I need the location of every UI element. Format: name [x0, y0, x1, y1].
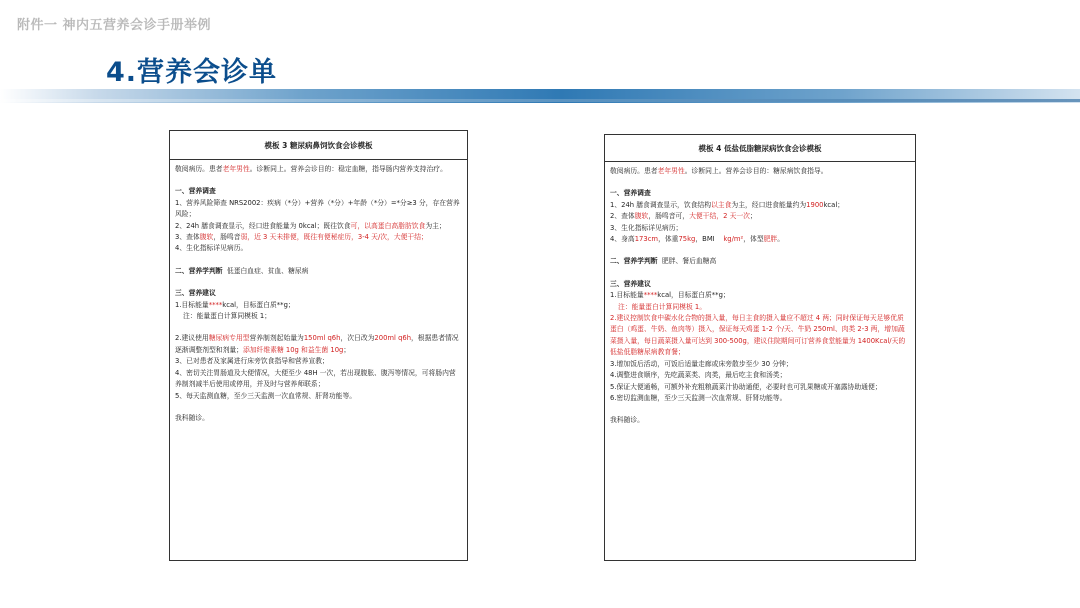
- t4-s1-4red3: kg/m²: [723, 235, 744, 244]
- header-band-line: [0, 99, 1080, 102]
- t3-s1-3red2: 弱，近 3 天未排便，既往有便秘症历，3-4 天/次，大便干结；: [240, 233, 428, 242]
- t3-s3-2e: ；: [343, 345, 351, 354]
- t4-s1-2c: ；: [749, 212, 757, 221]
- t4-s1-3: 3、生化指标详见病历；: [610, 223, 683, 232]
- t4-s1-4red4: 肥胖: [763, 235, 778, 244]
- template4-card: [604, 134, 916, 561]
- t4-s1-4b: ，体重: [658, 235, 679, 244]
- t3-s3-2b: 营养制剂起始量为: [249, 334, 304, 343]
- t4-s1-4c: ，BMI: [695, 235, 715, 244]
- t3-s1-1: 1、营养风险筛查 NRS2002：疾病（*分）+营养（*分）+年龄（*分）=*分≥3 分，存在营养风险；: [175, 198, 460, 219]
- t3-intro-a: 敬阅病历。患者: [175, 165, 223, 173]
- t3-intro-red: 老年男性: [222, 165, 250, 173]
- t4-s1-2a: 2、查体: [610, 212, 635, 221]
- t4-s3-title: 三、营养建议: [610, 279, 651, 288]
- t3-s3-5: 5、每天监测血糖，至少三天监测一次血常规、肝肾功能等。: [175, 391, 357, 400]
- t4-s1-4e: 。: [777, 235, 785, 244]
- t3-s1-2red: 可，以高蛋白高脂肪饮食: [350, 221, 426, 230]
- t4-s1-4d: ，体型: [743, 235, 764, 244]
- t3-intro-b: 。诊断同上。营养会诊目的：稳定血糖，指导肠内营养支持治疗。: [249, 165, 447, 173]
- t3-s1-2b: 为主；: [425, 221, 446, 230]
- t4-s3-1c: 注：能量蛋白计算同模板 1。: [618, 302, 707, 311]
- t3-s2-text: 低蛋白血症、贫血、糖尿病: [226, 266, 309, 275]
- t4-s1-1: [610, 200, 910, 211]
- t3-s3-2d: ，根据患者情况逐渐调整剂型和剂量；: [175, 334, 459, 354]
- t3-s3-2red1: 糖尿病专用型: [208, 334, 250, 343]
- slide-caption: 附件一 神内五营养会诊手册举例: [17, 18, 212, 33]
- t4-s1-1c: kcal；: [823, 200, 845, 209]
- t4-s1-2: [610, 211, 910, 222]
- t4-s3-3: 3.增加饭后活动，可饭后适量走廊或床旁散步至少 30 分钟；: [610, 359, 793, 368]
- t3-s3-3: 3、已对患者及家属进行床旁饮食指导和营养宣教；: [175, 357, 329, 366]
- t4-s3-2: 2.建议控制饮食中碳水化合物的摄入量，每日主食的摄入量应不超过 4 两；同时保证每天足够优质蛋白（鸡蛋、牛奶、鱼肉等）摄入，保证每天鸡蛋 1-2 个/天、牛奶 250ml、肉类 2-3 两，增加蔬菜摄入量，每日蔬菜摄入量可达到 300-500g，建议住院期间可订营养食堂能量为 1400Kcal/天的低盐低脂糖尿病教育餐；: [610, 314, 906, 357]
- t3-s3-1red: ****: [208, 300, 223, 309]
- t3-s1-2a: 2、24h 膳食调查显示，经口进食能量为 0kcal；既往饮食: [175, 221, 351, 230]
- t3-s3-2a: 2.建议使用: [175, 334, 209, 343]
- t4-s3-6: 6.密切监测血糖，至少三天监测一次血常规、肝肾功能等。: [610, 393, 787, 402]
- template4-body: [605, 162, 915, 431]
- t4-s3-4: 4.调整进食顺序，先吃蔬菜类、肉类，最后吃主食和汤类；: [610, 371, 787, 380]
- t3-s2-title: 二、营养学判断: [175, 266, 223, 275]
- t4-s1-1a: 1、24h 膳食调查显示，饮食结构: [610, 200, 712, 209]
- t3-s3-2: [175, 333, 462, 356]
- t3-s1-4: 4、生化指标详见病历。: [175, 244, 248, 253]
- t3-s1-3a: 3、查体: [175, 233, 200, 242]
- t4-s3-1: [610, 290, 910, 301]
- template3-card: [169, 130, 468, 561]
- t3-s3-4: 4、密切关注胃肠道及大便情况，大便至少 48H 一次，若出现腹胀、腹泻等情况，可将肠内营养制剂减半后使用或停用，并及时与营养师联系；: [175, 368, 456, 389]
- template3-body: [170, 160, 467, 428]
- t3-s3-2c: ，次日改为: [340, 334, 375, 343]
- t4-s3-1red: ****: [643, 291, 658, 300]
- template3-intro: [175, 164, 462, 175]
- t3-s1-3: [175, 232, 462, 243]
- t3-s3-1c: 注：能量蛋白计算同模板 1；: [183, 312, 272, 321]
- t4-s1-1b: 为主，经口进食能量约为: [731, 200, 807, 209]
- t4-s3-5: 5.保证大便通畅，可额外补充粗粮蔬菜汁协助通便，必要时也可乳果糖或开塞露协助通便；: [610, 382, 882, 391]
- template3-title-text: 模板 3 糖尿病鼻饲饮食会诊模板: [264, 140, 373, 150]
- t4-s1-2red1: 腹软: [634, 212, 649, 221]
- t4-s1-4red2: 75kg: [678, 235, 696, 244]
- t3-s1-3b: ，肠鸣音: [213, 233, 241, 242]
- t4-s3-1a: 1.目标能量: [610, 291, 644, 300]
- t4-intro-b: 。诊断同上。营养会诊目的：糖尿病饮食指导。: [684, 167, 828, 175]
- t4-s1-title: 一、营养调查: [610, 189, 651, 198]
- t3-s3-1b: kcal，目标蛋白质**g；: [222, 300, 295, 309]
- t4-s1-1red2: 1900: [806, 200, 824, 209]
- t4-intro-a: 敬阅病历。患者: [610, 167, 658, 175]
- template4-title: [605, 135, 915, 162]
- t3-s1-2: [175, 221, 462, 232]
- template4-title-text: 模板 4 低盐低脂糖尿病饮食会诊模板: [698, 143, 822, 153]
- t3-s3-title: 三、营养建议: [175, 289, 216, 298]
- t3-s3-2red4: 添加纤维素糖 10g 和益生菌 10g: [242, 345, 344, 354]
- t4-s1-1red1: 以主食: [711, 200, 732, 209]
- t4-sign: 我科随诊。: [610, 416, 644, 425]
- t4-s2-title: 二、营养学判断: [610, 257, 658, 266]
- t4-s1-4: [610, 234, 910, 245]
- t4-s1-2red2: 大便干结，2 天一次: [689, 212, 750, 221]
- t3-s1-3red1: 腹软: [199, 233, 214, 242]
- t3-s3-1a: 1.目标能量: [175, 300, 209, 309]
- t3-s2: [175, 266, 462, 277]
- t3-sign: 我科随诊。: [175, 413, 209, 422]
- t4-s3-1b: kcal，目标蛋白质**g；: [657, 291, 730, 300]
- t4-intro-red: 老年男性: [657, 167, 685, 175]
- t4-s2-text: 肥胖、餐后血糖高: [661, 257, 717, 266]
- slide-title: 4.营养会诊单: [106, 57, 278, 88]
- t4-s1-4a: 4、身高: [610, 235, 635, 244]
- t4-s2: [610, 256, 910, 267]
- t4-s1-4red1: 173cm: [634, 235, 659, 244]
- t3-s1-title: 一、营养调查: [175, 187, 216, 196]
- t3-s3-2red2: 150ml q6h: [303, 334, 341, 343]
- t3-s3-1: [175, 300, 462, 311]
- t4-s1-2b: ，肠鸣音可，: [648, 212, 690, 221]
- template3-title: [170, 131, 467, 160]
- t4-intro: [610, 166, 910, 177]
- t3-s3-2red3: 200ml q6h: [374, 334, 412, 343]
